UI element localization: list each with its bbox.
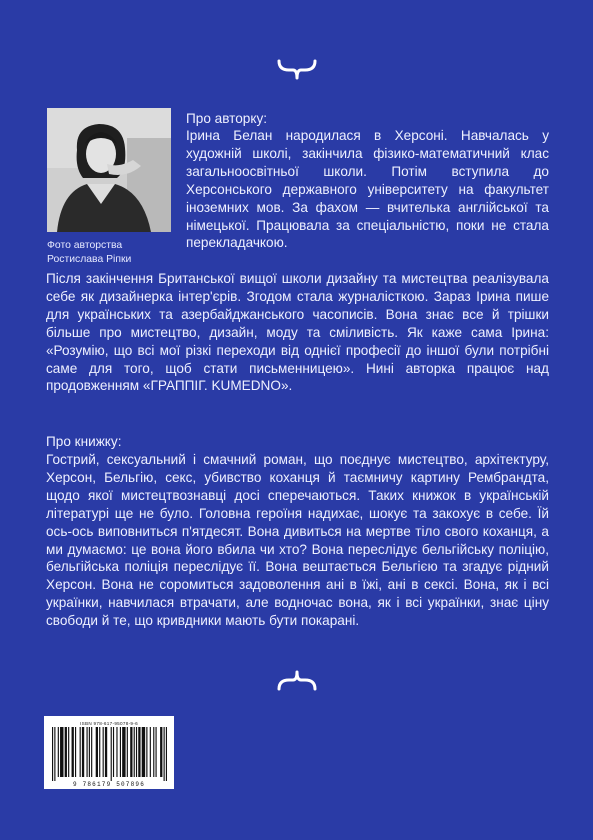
barcode-bar — [116, 727, 117, 777]
barcode-bar — [153, 727, 154, 777]
barcode-bar — [120, 727, 121, 777]
photo-caption-line1: Фото авторства — [47, 240, 123, 251]
decorative-brace-bottom-icon — [277, 668, 317, 694]
barcode-bar — [111, 727, 112, 781]
barcode-bar — [122, 727, 125, 777]
barcode-bar — [75, 727, 76, 777]
barcode-bar — [105, 727, 107, 777]
author-photo — [47, 108, 171, 232]
barcode-bar — [127, 727, 128, 777]
barcode-bar — [68, 727, 69, 777]
barcode-bar — [80, 727, 81, 777]
barcode-bar — [138, 727, 140, 777]
about-author-heading: Про авторку: — [186, 111, 268, 126]
barcode-bar — [103, 727, 104, 777]
about-book-text: Гострий, сексуальний і смачний роман, що поєднує мистецтво, архітектуру, Херсон, Бельгію, секс, убивство коханця й таємничу картину Рембрандта, щодо якої мистецтвознавці досі сперечаються. Таких книжок в українській літературі ще не було. Головна героїня надихає, шокує та закохує в себе. Їй ось-ось виповниться п'ятдесят. Вона дивиться на мертве тіло свого коханця, а ми думаємо: це вона його вбила чи хто? Вона переслідує бельгійську поліцію, бельгійська поліція переслідує її. Вона вештається Бельгією та згадує рідний Херсон. Вона не соромиться задоволення ані в їжі, ані в сексі. Вона, як і всі українки, навчилася втрачати, але водночас вона, як і всі українки, знає ціну свободи й те, що кривдники мають бути покарані. — [46, 452, 549, 629]
barcode-bar — [87, 727, 88, 777]
barcode-bar — [166, 727, 167, 781]
barcode-bar — [134, 727, 135, 777]
barcode-bar — [130, 727, 132, 777]
barcode-bar — [58, 727, 59, 777]
barcode-bar — [60, 727, 63, 777]
about-book-heading: Про книжку: — [46, 434, 122, 449]
barcode-bar — [142, 727, 145, 777]
decorative-brace-top-icon — [277, 56, 317, 82]
photo-caption-line2: Ростислава Ріпки — [47, 253, 132, 265]
barcode-bar — [65, 727, 67, 777]
barcode-digits: 9 786179 507896 — [72, 781, 145, 788]
barcode-bar — [91, 727, 92, 777]
barcode-bar — [99, 727, 100, 777]
barcode-bar — [150, 727, 151, 777]
barcode-bar — [96, 727, 98, 777]
barcode-bar — [113, 727, 114, 777]
photo-caption — [47, 239, 182, 266]
barcode-bar — [164, 727, 165, 781]
barcode — [44, 716, 174, 789]
barcode-bar — [160, 727, 162, 777]
barcode-bar — [82, 727, 84, 777]
about-author-bio-part1: Ірина Белан народилася в Херсоні. Навчалась у художній школі, закінчила фізико-математичний клас загальноосвітньої школи. Потім вступила до Херсонського державного університету на факультет іноземних мов. За фахом — вчителька англійської та німецької. Працювала за спеціальністю, поки не стала перекладачкою. — [186, 128, 549, 251]
barcode-bar — [136, 727, 137, 777]
barcode-bar — [156, 727, 157, 777]
about-author-bio-part2: Після закінчення Британської вищої школи дизайну та мистецтва реалізувала себе як дизайнерка інтер'єрів. Згодом стала журналісткою. Зараз Ірина пише для українських та азербайджанського часописів. Вона знає все й трішки більше про мистецтво, дизайн, моду та сміливість. Як каже сама Ірина: «Розумію, що всі мої різкі переходи від однієї професії до іншої були потрібні саме для того, щоб стати письменницею». Нині авторка працює над продовженням «ГРАППІГ. KUMEDNO». — [46, 271, 549, 394]
barcode-bar — [54, 727, 55, 781]
isbn-label: ISBN 978-617-95078-9-6 — [80, 721, 138, 726]
barcode-bars — [50, 727, 168, 781]
barcode-bar — [52, 727, 53, 781]
barcode-bar — [72, 727, 74, 777]
barcode-bar — [146, 727, 147, 777]
barcode-bar — [89, 727, 90, 777]
